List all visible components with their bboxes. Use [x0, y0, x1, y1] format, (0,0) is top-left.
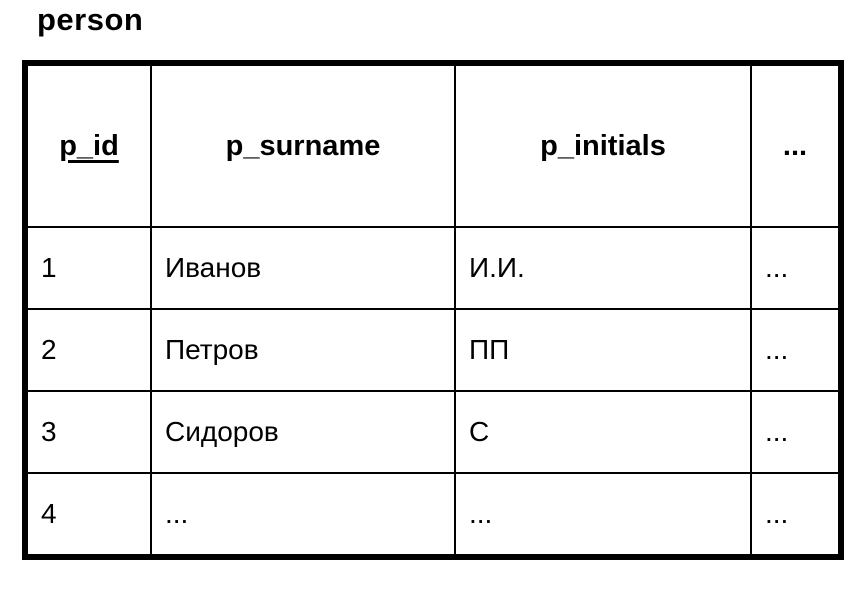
cell-p-initials: ПП: [455, 309, 751, 391]
cell-more: ...: [751, 227, 841, 309]
cell-p-surname: Иванов: [151, 227, 455, 309]
cell-p-id: 4: [25, 473, 151, 557]
cell-p-initials: С: [455, 391, 751, 473]
cell-p-id: 3: [25, 391, 151, 473]
header-row: [25, 63, 841, 227]
cell-p-initials: И.И.: [455, 227, 751, 309]
table-row: [25, 473, 841, 557]
column-header-ellipsis: ...: [751, 63, 841, 227]
table-row: [25, 227, 841, 309]
table-row: [25, 309, 841, 391]
cell-p-id: 2: [25, 309, 151, 391]
cell-p-surname: Петров: [151, 309, 455, 391]
cell-p-surname: ...: [151, 473, 455, 557]
column-header-p-initials: p_initials: [455, 63, 751, 227]
cell-p-id: 1: [25, 227, 151, 309]
person-table: [22, 60, 844, 560]
cell-more: ...: [751, 309, 841, 391]
table-title: person: [37, 2, 144, 37]
cell-p-initials: ...: [455, 473, 751, 557]
table-row: [25, 391, 841, 473]
cell-more: ...: [751, 473, 841, 557]
column-header-p-surname: p_surname: [151, 63, 455, 227]
cell-p-surname: Сидоров: [151, 391, 455, 473]
cell-more: ...: [751, 391, 841, 473]
column-header-p-id: p_id: [25, 63, 151, 227]
